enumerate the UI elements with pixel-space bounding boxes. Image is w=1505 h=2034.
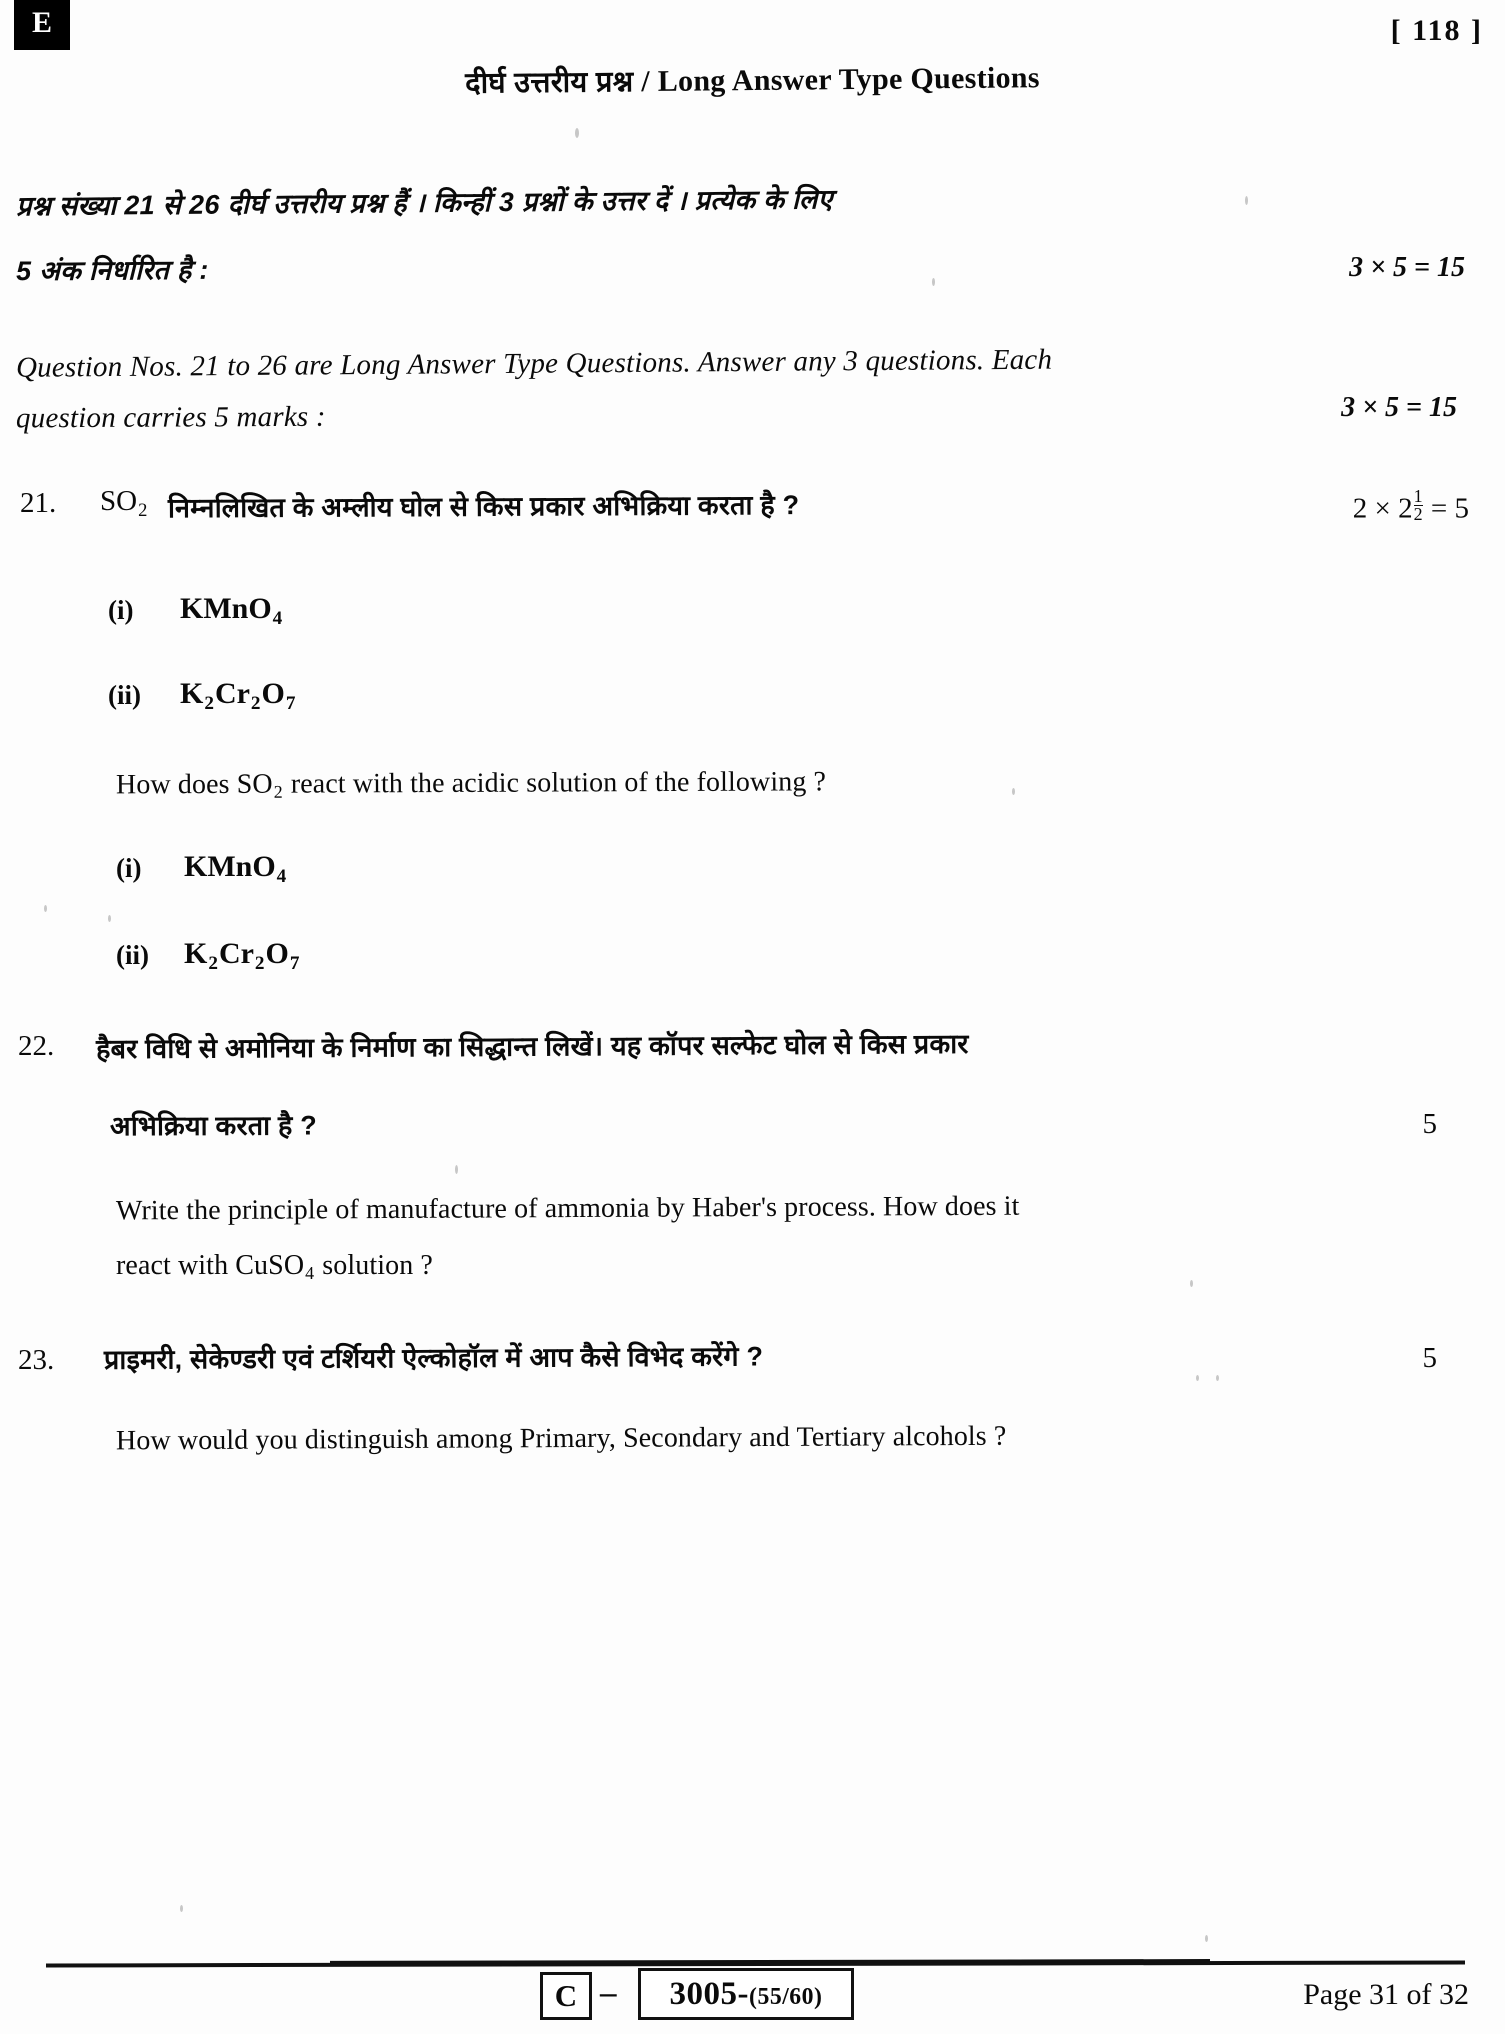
scan-speck <box>1245 196 1248 205</box>
question-21-hindi-option-label-ii: (ii) <box>108 680 141 710</box>
question-21-lead-formula: $SO_2$ <box>100 485 148 521</box>
question-21-english-text-after: react with the acidic solution of the following ? <box>283 766 827 800</box>
footer-serial-suffix: (55/60) <box>749 1984 823 2010</box>
scan-speck <box>1196 1375 1199 1381</box>
section-heading-separator: / <box>633 64 658 99</box>
question-21-english-subscript: 2 <box>273 782 283 803</box>
question-22-hindi-line-2: अभिक्रिया करता है ? <box>109 1110 317 1142</box>
instructions-hindi-line-1: प्रश्न संख्या 21 से 26 दीर्घ उत्तरीय प्रश्न हैं । किन्हीं 3 प्रश्नों के उत्तर दें । प्रत्येक के लिए <box>15 184 833 222</box>
question-22-english-line-2 <box>116 1248 1016 1291</box>
scan-speck <box>575 128 579 138</box>
corner-stamp-letter: E <box>14 0 70 50</box>
scan-speck <box>455 1165 458 1174</box>
question-21-hindi-option-formula-ii: $K_2Cr_2O_7$ <box>180 677 296 715</box>
question-21-english-option-formula-i: KMnO$_4$ <box>184 850 287 888</box>
question-number-21: 21. <box>20 487 57 519</box>
footer-serial-code <box>638 1968 854 2020</box>
scan-speck <box>1190 1280 1193 1287</box>
instructions-hindi-marks: 3 × 5 = 15 <box>1349 252 1465 283</box>
question-22-marks: 5 <box>1422 1108 1437 1140</box>
question-number-23: 23. <box>18 1344 55 1376</box>
scan-speck <box>932 278 935 286</box>
question-21-english-option-formula-ii: $K_2Cr_2O_7$ <box>184 937 300 975</box>
scan-speck <box>1216 1375 1219 1381</box>
question-number-22: 22. <box>18 1030 55 1062</box>
question-21-english-option-label-ii: (ii) <box>116 940 149 970</box>
question-22-english-line-2-before: react with CuSO <box>116 1250 305 1281</box>
scan-speck <box>108 915 111 922</box>
scan-speck <box>1205 1935 1208 1942</box>
section-heading-hindi: दीर्घ उत्तरीय प्रश्न <box>465 66 634 100</box>
footer-divider <box>46 1961 1465 1968</box>
scan-speck <box>180 1905 183 1912</box>
question-21-english-option-label-i: (i) <box>116 853 142 883</box>
instructions-english-line-2: question carries 5 marks : <box>15 400 326 435</box>
instructions-english-line-1: Question Nos. 21 to 26 are Long Answer Type Questions. Answer any 3 questions. Each <box>15 343 1053 384</box>
section-heading <box>0 53 1505 106</box>
question-22-english-line-1: Write the principle of manufacture of ammonia by Haber's process. How does it <box>115 1190 1020 1227</box>
question-21-english-text-before: How does SO <box>115 768 273 801</box>
footer-serial-main: 3005- <box>669 1976 750 2012</box>
footer-page-count: Page 31 of 32 <box>1303 1978 1469 2011</box>
page-code: [ 118 ] <box>1390 14 1483 47</box>
question-22-hindi-line-1: हैबर विधि से अमोनिया के निर्माण का सिद्धान्त लिखें। यह कॉपर सल्फेट घोल से किस प्रकार <box>95 1028 969 1065</box>
question-22-english-line-2-after: solution ? <box>315 1250 433 1281</box>
question-21-hindi-text: निम्नलिखित के अम्लीय घोल से किस प्रकार अभिक्रिया करता है ? <box>167 489 800 524</box>
question-21-hindi-option-formula-i: KMnO$_4$ <box>180 592 283 630</box>
scan-speck <box>1012 788 1015 795</box>
question-21-marks: 2 × 2 $\frac{1}{2}$ = 5 <box>1352 486 1469 525</box>
question-21-hindi-option-label-i: (i) <box>108 595 134 625</box>
footer-dash: – <box>600 1975 617 2011</box>
scan-speck <box>44 905 47 912</box>
question-22-english-subscript: 4 <box>305 1263 315 1284</box>
question-21-english-text <box>116 763 1216 811</box>
section-heading-english: Long Answer Type Questions <box>657 61 1040 98</box>
question-23-hindi-line-1: प्राइमरी, सेकेण्डरी एवं टर्शियरी ऐल्कोहॉल में आप कैसे विभेद करेंगे ? <box>103 1341 764 1375</box>
question-23-marks: 5 <box>1422 1342 1437 1374</box>
instructions-english-marks: 3 × 5 = 15 <box>1341 392 1457 423</box>
footer-letter-code: C <box>540 1972 592 2020</box>
question-23-english-line-1: How would you distinguish among Primary, Secondary and Tertiary alcohols ? <box>115 1420 1007 1457</box>
instructions-hindi-line-2: 5 अंक निर्धारित है : <box>15 254 209 287</box>
